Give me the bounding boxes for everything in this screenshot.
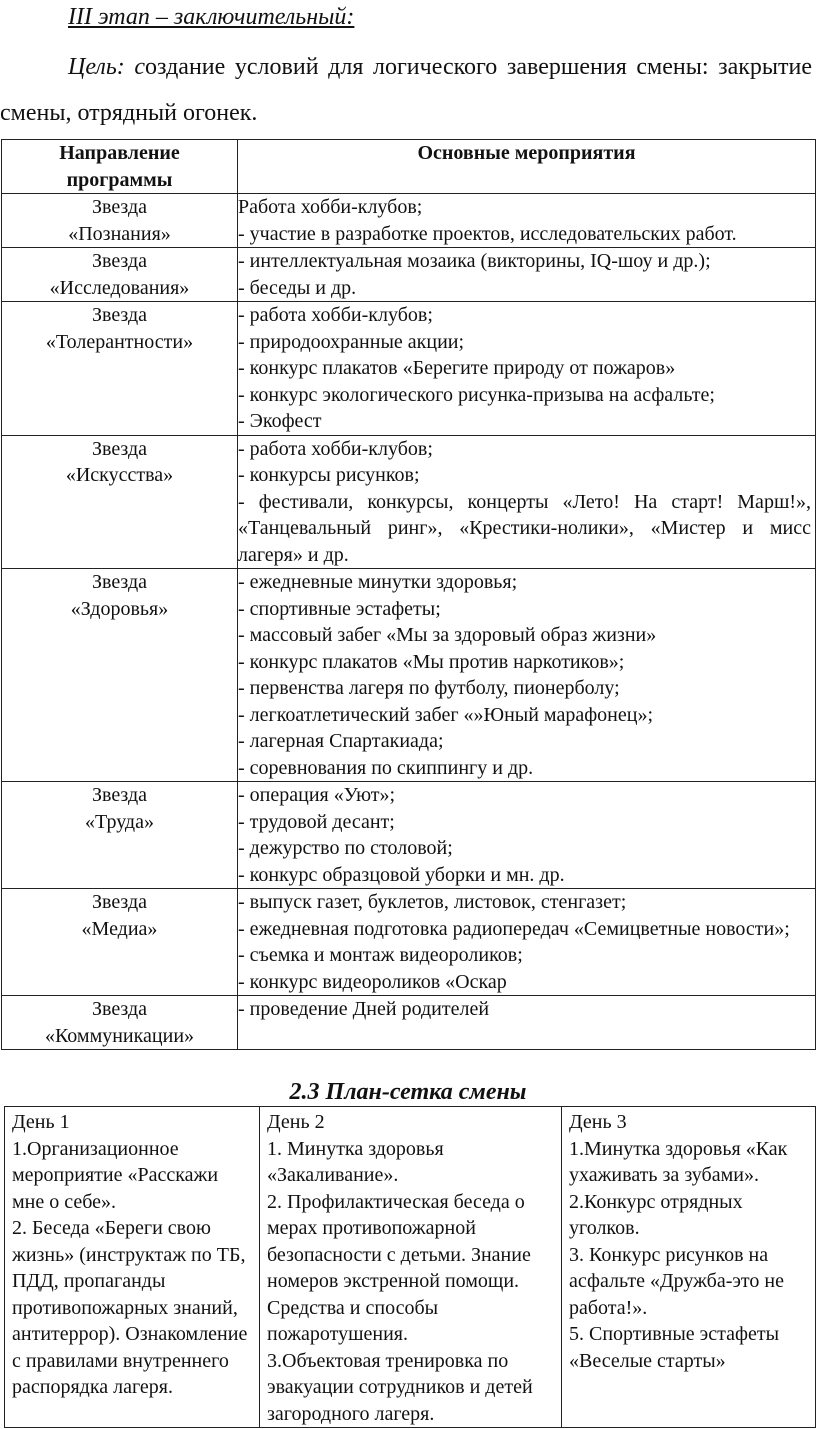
activity-item: - природоохранные акции; bbox=[238, 330, 465, 353]
activity-item: - дежурство по столовой; bbox=[238, 837, 453, 859]
activity-item: - массовый забег «Мы за здоровый образ жизни» bbox=[238, 624, 657, 646]
activity-item: Работа хобби-клубов; bbox=[238, 196, 423, 218]
direction-line: Звезда bbox=[91, 437, 148, 460]
goal-label: Цель: с bbox=[68, 54, 146, 80]
activity-item: - интеллектуальная мозаика (викторины, IQ-шоу и др.); bbox=[238, 250, 711, 272]
plan-day-cell bbox=[5, 1107, 260, 1428]
plan-day-title: День 2 bbox=[267, 1111, 325, 1133]
activity-item: - фестивали, конкурсы, концерты «Лето! На старт! Марш!», «Танцевальный ринг», «Крестики-нолики», «Мистер и мисс лагеря» и др. bbox=[238, 490, 811, 566]
activity-item: - соревнования по скиппингу и др. bbox=[238, 756, 534, 779]
table-row bbox=[2, 248, 816, 302]
stage-title: III этап – заключительный: bbox=[68, 4, 355, 30]
direction-line: «Коммуникации» bbox=[44, 1024, 195, 1047]
activity-item: - операция «Уют»; bbox=[238, 784, 396, 806]
direction-line: «Толерантности» bbox=[45, 330, 194, 353]
direction-line: «Медиа» bbox=[81, 917, 158, 940]
plan-day-item: 2. Беседа «Береги свою жизнь» (инструктаж по ТБ, ПДД, пропаганды противопожарных знаний, антитеррор). Ознакомление с правилами внутреннего распорядка лагеря. bbox=[12, 1217, 248, 1398]
direction-cell bbox=[2, 782, 238, 889]
plan-title: 2.3 План-сетка смены bbox=[289, 1079, 527, 1105]
activity-item: - съемка и монтаж видеороликов; bbox=[238, 944, 523, 966]
plan-day-item: 2.Конкурс отрядных уголков. bbox=[569, 1190, 743, 1239]
table-row bbox=[2, 569, 816, 782]
plan-day-item: 1. Минутка здоровья «Закаливание». bbox=[267, 1137, 444, 1186]
activity-item: - конкурс экологического рисунка-призыва на асфальте; bbox=[238, 383, 715, 406]
program-table-header bbox=[2, 140, 816, 194]
direction-cell bbox=[2, 996, 238, 1050]
activities-cell bbox=[238, 782, 816, 889]
direction-cell bbox=[2, 889, 238, 996]
plan-day-cell bbox=[562, 1107, 816, 1428]
direction-line: Звезда bbox=[91, 998, 148, 1020]
activities-cell bbox=[238, 889, 816, 996]
direction-line: «Исследования» bbox=[49, 276, 190, 299]
direction-line: Звезда bbox=[91, 571, 148, 593]
header-activities: Основные мероприятия bbox=[238, 140, 816, 194]
direction-line: Звезда bbox=[91, 250, 148, 272]
activity-item: - конкурс видеороликов «Оскар bbox=[238, 970, 507, 993]
activity-item: - лагерная Спартакиада; bbox=[238, 730, 444, 752]
activity-item: - легкоатлетический забег «»Юный марафонец»; bbox=[238, 703, 653, 726]
activity-item: - конкурс плакатов «Мы против наркотиков»; bbox=[238, 650, 625, 673]
table-row bbox=[2, 996, 816, 1050]
activities-cell bbox=[238, 248, 816, 302]
activity-item: - первенства лагеря по футболу, пионерболу; bbox=[238, 677, 620, 699]
activities-cell bbox=[238, 194, 816, 248]
direction-line: «Труда» bbox=[85, 810, 154, 833]
activities-cell bbox=[238, 569, 816, 782]
table-row bbox=[2, 194, 816, 248]
plan-day-item: 2. Профилактическая беседа о мерах противопожарной безопасности с детьми. Знание номеров экстренной помощи. Средства и способы пожаротушения. bbox=[267, 1190, 531, 1345]
program-table bbox=[1, 139, 816, 1050]
activity-item: - конкурс образцовой уборки и мн. др. bbox=[238, 863, 565, 886]
activities-cell bbox=[238, 302, 816, 436]
direction-line: Звезда bbox=[91, 891, 148, 913]
program-table-body bbox=[2, 194, 816, 1050]
plan-day-item: 3.Объектовая тренировка по эвакуации сотрудников и детей загородного лагеря. bbox=[267, 1349, 533, 1425]
direction-line: Звезда bbox=[91, 196, 148, 218]
activities-cell bbox=[238, 435, 816, 569]
table-row bbox=[2, 782, 816, 889]
activity-item: - ежедневная подготовка радиопередач «Семицветные новости»; bbox=[238, 917, 790, 940]
direction-cell bbox=[2, 248, 238, 302]
direction-line: «Искусства» bbox=[65, 464, 174, 486]
direction-cell bbox=[2, 435, 238, 569]
direction-line: Звезда bbox=[91, 784, 148, 806]
direction-cell bbox=[2, 194, 238, 248]
activity-item: - ежедневные минутки здоровья; bbox=[238, 571, 518, 593]
activity-item: - выпуск газет, буклетов, листовок, стенгазет; bbox=[238, 891, 627, 913]
plan-day-item: 1.Организационное мероприятие «Расскажи мне о себе». bbox=[12, 1137, 219, 1213]
activity-item: - трудовой десант; bbox=[238, 810, 395, 833]
plan-day-cell bbox=[260, 1107, 562, 1428]
goal-text: оздание условий для логического завершения смены: закрытие смены, отрядный огонек. bbox=[0, 54, 812, 126]
table-row bbox=[2, 302, 816, 436]
activity-item: - беседы и др. bbox=[238, 276, 357, 299]
activity-item: - Экофест bbox=[238, 410, 322, 432]
plan-day-item: 5. Спортивные эстафеты «Веселые старты» bbox=[569, 1323, 780, 1372]
direction-line: «Познания» bbox=[68, 222, 171, 245]
plan-day-item: 1.Минутка здоровья «Как ухаживать за зубами». bbox=[569, 1137, 788, 1186]
plan-day-item: 3. Конкурс рисунков на асфальте «Дружба-это не работа!». bbox=[569, 1243, 784, 1319]
table-row bbox=[2, 435, 816, 569]
direction-line: «Здоровья» bbox=[70, 597, 169, 620]
plan-grid-table bbox=[4, 1106, 816, 1428]
table-row bbox=[2, 889, 816, 996]
direction-cell bbox=[2, 569, 238, 782]
activity-item: - проведение Дней родителей bbox=[238, 998, 490, 1020]
activity-item: - конкурс плакатов «Берегите природу от пожаров» bbox=[238, 357, 676, 379]
activity-item: - конкурсы рисунков; bbox=[238, 464, 420, 486]
activity-item: - участие в разработке проектов, исследовательских работ. bbox=[238, 222, 737, 245]
plan-day-title: День 3 bbox=[569, 1111, 627, 1133]
stage-goal bbox=[0, 44, 812, 136]
direction-cell bbox=[2, 302, 238, 436]
activity-item: - спортивные эстафеты; bbox=[238, 597, 441, 620]
activities-cell bbox=[238, 996, 816, 1050]
header-direction: Направление программы bbox=[2, 140, 238, 194]
activity-item: - работа хобби-клубов; bbox=[238, 437, 433, 460]
plan-day-title: День 1 bbox=[12, 1111, 70, 1133]
direction-line: Звезда bbox=[91, 304, 148, 326]
plan-grid-row bbox=[5, 1107, 816, 1428]
activity-item: - работа хобби-клубов; bbox=[238, 304, 433, 326]
